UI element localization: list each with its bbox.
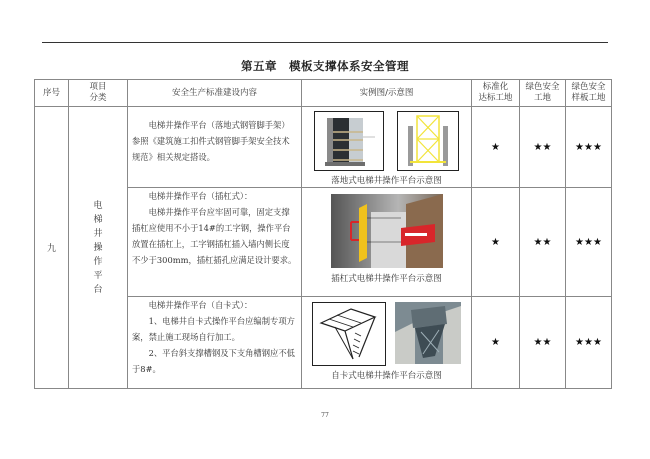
green-site-rating: ★★ (520, 297, 566, 389)
content-cell: 电梯井操作平台（插杠式）： 电梯井操作平台应牢固可靠，固定支撑插杠应使用不小于14#的工字钢，操作平台放置在插杠上，工字钢插杠插入墙内侧长度不少于300mm，插杠插孔应满足设计要求。 (128, 188, 302, 297)
header-rule (42, 42, 608, 43)
image-cell (302, 188, 472, 297)
standard-site-rating: ★ (472, 107, 520, 188)
header-seq: 序号 (35, 80, 69, 107)
image-caption: 自卡式电梯井操作平台示意图 (331, 371, 442, 381)
header-content: 安全生产标准建设内容 (128, 80, 302, 107)
standard-site-rating: ★ (472, 297, 520, 389)
category-cell: 电 梯 井 操 作 平 台 (69, 107, 128, 389)
header-green-site: 绿色安全 工地 (520, 80, 566, 107)
green-site-rating: ★★ (520, 188, 566, 297)
image-cell (302, 107, 472, 188)
floor-scaffold-diagram-image (397, 111, 459, 171)
self-clamping-platform-render (395, 302, 461, 364)
model-site-rating: ★★★ (566, 297, 612, 389)
table-row (35, 107, 612, 188)
image-caption: 落地式电梯井操作平台示意图 (331, 176, 442, 186)
image-caption: 插杠式电梯井操作平台示意图 (331, 274, 442, 284)
insert-bar-platform-photo (331, 194, 443, 268)
header-category: 项目 分类 (69, 80, 128, 107)
content-cell: 电梯井操作平台（自卡式）： 1、电梯井自卡式操作平台应编制专项方案，禁止施工现场自行加工。 2、平台斜支撑槽钢及下支角槽钢应不低于8#。 (128, 297, 302, 389)
image-cell (302, 297, 472, 389)
chapter-title: 第五章 模板支撑体系安全管理 (241, 59, 409, 73)
header-standard-site: 标准化 达标工地 (472, 80, 520, 107)
floor-scaffold-3d-image (314, 111, 384, 171)
green-site-rating: ★★ (520, 107, 566, 188)
model-site-rating: ★★★ (566, 107, 612, 188)
standard-site-rating: ★ (472, 188, 520, 297)
content-cell: 电梯井操作平台（落地式钢管脚手架）参照《建筑施工扣件式钢管脚手架安全技术规范》相关规定搭设。 (128, 107, 302, 188)
self-clamping-platform-drawing (312, 302, 386, 366)
model-site-rating: ★★★ (566, 188, 612, 297)
header-images: 实例图/示意图 (302, 80, 472, 107)
safety-standard-table (34, 79, 612, 389)
table-header-row (35, 80, 612, 107)
header-model-site: 绿色安全 样板工地 (566, 80, 612, 107)
page-number: 77 (321, 412, 329, 419)
seq-cell: 九 (35, 107, 69, 389)
